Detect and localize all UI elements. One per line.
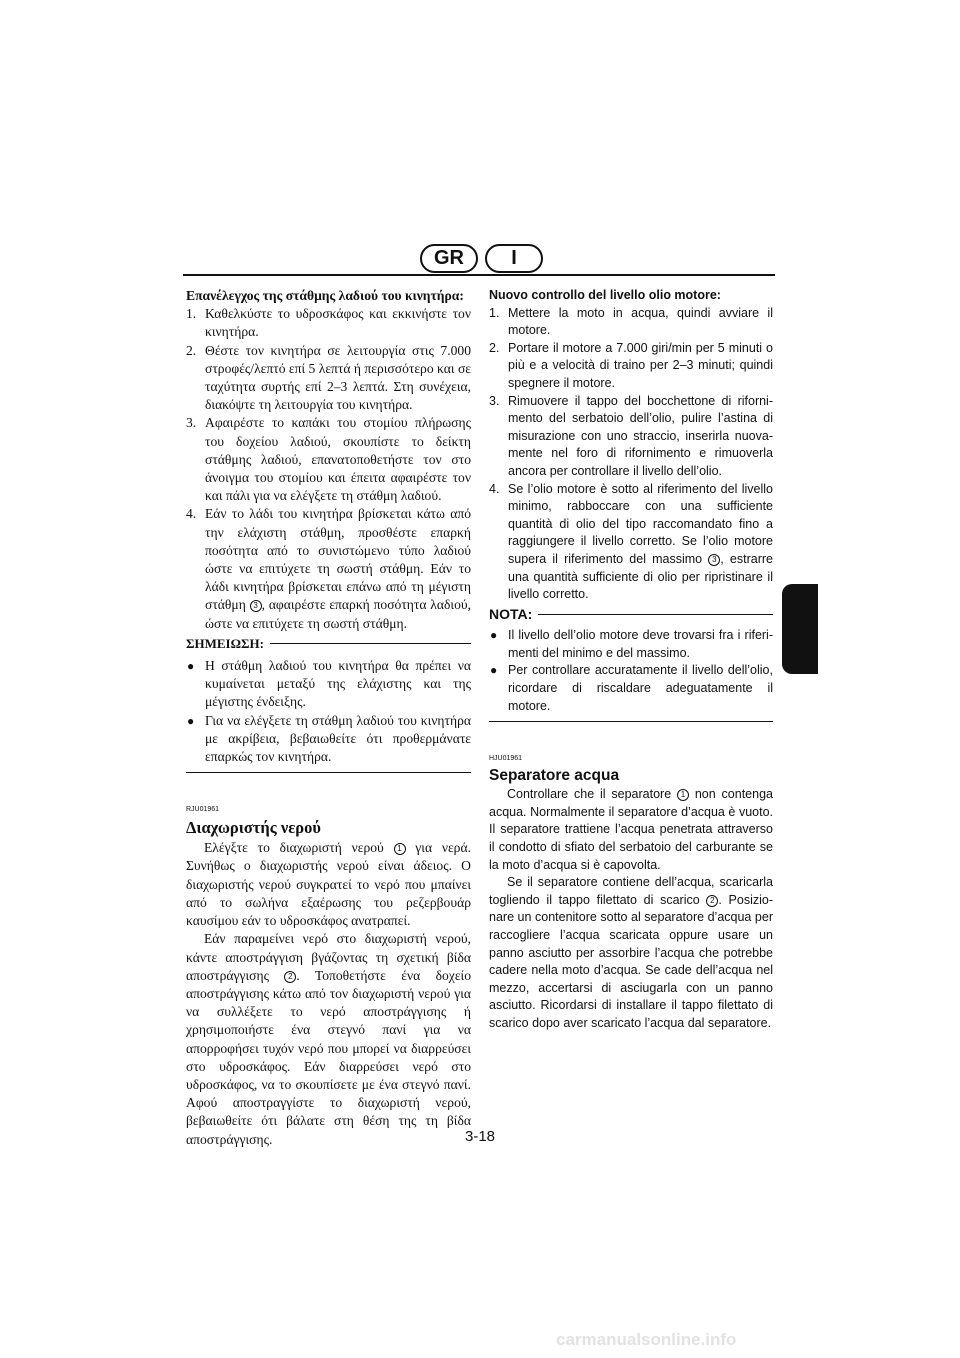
note-text: Il livello dell’olio motore deve trovarsi fra i riferi-menti del minimo e del massimo.: [508, 628, 773, 660]
section-code: HJU01961: [489, 755, 523, 763]
note-rule: [270, 643, 471, 644]
language-tab-it: I: [485, 244, 543, 273]
note-text: Η στάθμη λαδιού του κινητήρα θα πρέπει να κυμαίνεται μεταξύ της ελάχιστης και της μέγιστης ένδειξης.: [205, 658, 471, 710]
note-text: Για να ελέγξετε τη στάθμη λαδιού του κινητήρα με ακρίβεια, βεβαιωθείτε ότι προθερμάνατε επαρκώς τον κινητήρα.: [205, 712, 471, 765]
step-number: 3.: [186, 415, 197, 431]
note-heading: [489, 606, 773, 624]
step-item: [186, 414, 471, 505]
page-number: 3-18: [464, 1128, 496, 1145]
bullet-icon: ●: [490, 663, 498, 678]
watermark: carmanualsonline.info: [556, 1330, 737, 1349]
step-number: 4.: [489, 481, 500, 496]
callout-2-icon: 2: [284, 971, 296, 983]
step-number: 1.: [489, 305, 500, 320]
note-heading: [186, 635, 471, 653]
greek-column: [186, 287, 471, 1149]
callout-1-icon: 1: [394, 843, 406, 855]
italian-column: [489, 287, 773, 1033]
paragraph-2: [186, 930, 471, 1148]
step-text: Αφαιρέστε το καπάκι του στομίου πλήρωσης του δοχείου λαδιού, σκουπίστε το δείκτη στάθμης λαδιού, επανατοποθετήστε τον στο άνοιγμα του στομίου και έπειτα αφαιρέστε τον και πάλι για να ελέγξετε τη στάθμη λαδιού.: [205, 415, 471, 504]
step-item: [489, 340, 773, 393]
step-text: Se l’olio motore è sotto al riferimento del livello minimo, rabboccare con una sufficiente quantità di olio del tipo raccomandato fino a raggiungere il livello corretto. Se l’olio motore supera il riferimento del massimo: [508, 481, 773, 566]
note-list: [186, 657, 471, 766]
note-item: [186, 712, 471, 767]
step-text: Θέστε τον κινητήρα σε λειτουργία στις 7.000 στροφές/λεπτό επί 5 λεπτά ή περισσότερο και σε ταχύτητα συρτής επί 2–3 λεπτά. Στη συνέχεια, διακόψτε τη λειτουργία του κινητήρα.: [205, 342, 471, 413]
oil-recheck-steps: [186, 305, 471, 633]
paragraph-text-cont: non contenga acqua. Normalmente il separatore d’acqua è vuoto. Il separatore trattiene l’acqua penetrata attraverso il condotto di sfiato del serbatoio del carburante se la moto d’acqua si è capovolta.: [489, 787, 773, 872]
paragraph-text: Controllare che il separatore: [507, 787, 677, 802]
paragraph-text: Se il separatore contiene dell’acqua, scaricarla togliendo il tappo filettato di scarico: [489, 875, 773, 907]
step-item: [489, 305, 773, 340]
step-item: [489, 393, 773, 481]
paragraph-1: [186, 839, 471, 930]
paragraph-text: Ελέγξτε το διαχωριστή νερού: [204, 840, 394, 856]
note-end-rule: [489, 721, 773, 722]
section-code: RJU01961: [186, 806, 220, 814]
step-number: 1.: [186, 306, 197, 322]
step-number: 2.: [186, 342, 197, 358]
step-text: Εάν το λάδι του κινητήρα βρίσκεται κάτω από την ελάχιστη στάθμη, προσθέστε επαρκή ποσότητα από το συνιστώμενο τύπο λαδιού ώστε να επιτύχετε τη σωστή στάθμη. Εάν το λάδι κινητήρα βρίσκεται επάνω από τη μέγιστη στάθμη: [205, 506, 471, 613]
step-item: [489, 481, 773, 604]
language-tab-gr: GR: [420, 244, 478, 273]
note-text: Per controllare accuratamente il livello dell’olio, ricordare di riscaldare adeguatamente il motore.: [508, 663, 773, 713]
oil-recheck-heading: Nuovo controllo del livello olio motore:: [489, 288, 721, 302]
note-label: NOTA:: [489, 605, 533, 622]
note-item: [489, 662, 773, 715]
note-rule: [538, 614, 773, 615]
note-list: [489, 627, 773, 715]
paragraph-text-cont: για νερά. Συνήθως ο διαχωριστής νερού είναι άδειος. Ο διαχωριστής νερού συγκρατεί το νερό που μπαίνει από το σωλήνα εξαέρωσης του ρεζερβουάρ καυσίμου εάν το υδροσκάφος ανατραπεί.: [186, 840, 471, 929]
step-text-cont: , estrarre una quantità sufficiente di olio per ripristinare il livello corretto.: [508, 551, 773, 602]
step-number: 2.: [489, 340, 500, 355]
page-header: [183, 244, 775, 276]
note-item: [489, 627, 773, 662]
bullet-icon: ●: [187, 713, 195, 728]
callout-1-icon: 1: [677, 789, 689, 801]
step-item: [186, 342, 471, 415]
callout-2-icon: 2: [706, 895, 718, 907]
note-item: [186, 657, 471, 712]
paragraph-text-cont: . Posizio-nare un contenitore sotto al separatore d’acqua per raccogliere l’acqua scaricata oppure usare un panno asciutto per assorbire l’acqua che potrebbe cadere nella moto d’acqua. Se cade dell’acqua nel mezzo, accertarsi di asciugarla con un panno asciutto. Ricordarsi di installare il tappo filettato di scarico dopo aver scaricato l’acqua dal separatore.: [489, 892, 773, 1030]
paragraph-2: [489, 874, 773, 1032]
callout-3-icon: 3: [250, 600, 262, 612]
step-item: [186, 505, 471, 632]
step-text: Rimuovere il tappo del bocchettone di riforni-mento del serbatoio dell’olio, pulire l’astina di misurazione con uno straccio, inserirla nuova-mente nel foro di rifornimento e rimuoverla ancora per controllare il livello dell’olio.: [508, 393, 773, 478]
note-label: ΣΗΜΕΙΩΣΗ:: [186, 635, 264, 651]
bullet-icon: ●: [187, 659, 195, 674]
header-rule: [183, 274, 775, 276]
step-text-cont: , αφαιρέστε επαρκή ποσότητα λαδιού, ώστε να επιτύχετε τη σωστή στάθμη.: [205, 597, 471, 631]
paragraph-1: [489, 786, 773, 874]
oil-recheck-steps: [489, 305, 773, 604]
step-number: 4.: [186, 506, 197, 522]
paragraph-text: Εάν παραμείνει νερό στο διαχωριστή νερού, κάντε αποστράγγιση βγάζοντας τη σχετική βίδα αποστράγγισης: [186, 931, 471, 983]
note-end-rule: [186, 772, 471, 773]
section-title: Διαχωριστής νερού: [186, 818, 321, 838]
step-text: Mettere la moto in acqua, quindi avviare il motore.: [508, 305, 773, 338]
callout-3-icon: 3: [708, 554, 720, 566]
section-title: Separatore acqua: [489, 767, 620, 785]
step-text: Καθελκύστε το υδροσκάφος και εκκινήστε τον κινητήρα.: [205, 306, 471, 340]
oil-recheck-heading: Επανέλεγχος της στάθμης λαδιού του κινητήρα:: [186, 288, 464, 303]
bullet-icon: ●: [490, 628, 498, 643]
step-text: Portare il motore a 7.000 giri/min per 5 minuti o più e a velocità di traino per 2–3 minuti; quindi spegnere il motore.: [508, 340, 773, 390]
paragraph-text-cont: . Τοποθετήστε ένα δοχείο αποστράγγισης κάτω από τον διαχωριστή νερού για να συλλέξετε το νερό αποστράγγισης ή χρησιμοποιήστε ένα στεγνό πανί για να απορροφήσει τυχόν νερό που μπορεί να διαρρεύσει στο υδροσκάφος. Εάν διαρρεύσει νερό στο υδροσκάφος, να το σκουπίσετε με ένα στεγνό πανί. Αφού αποστραγγίστε το διαχωριστή νερού, βεβαιωθείτε ότι βάλατε στη θέση της τη βίδα αποστράγγισης.: [186, 967, 472, 1147]
step-number: 3.: [489, 393, 500, 408]
chapter-thumb-tab: [782, 584, 818, 674]
step-item: [186, 305, 471, 341]
